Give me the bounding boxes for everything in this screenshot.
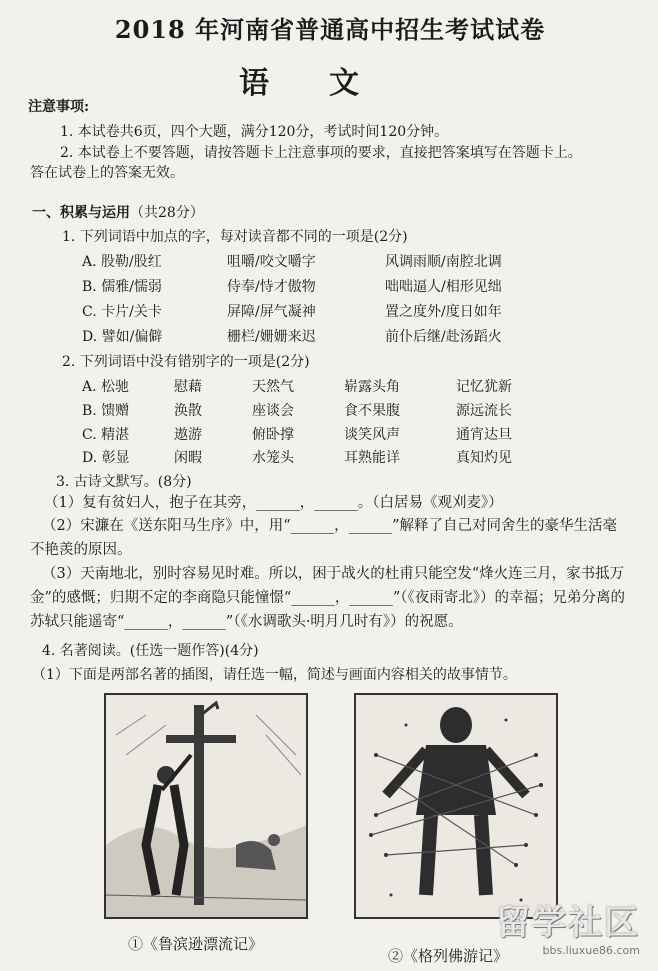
q1-a-col3: 风调雨顺/南腔北调 [385,254,502,270]
q1-b-col1: B. 儒雅/懦弱 [82,279,162,295]
q3-part-1: （1）复有贫妇人，抱子在其旁，______，______。（白居易《观刈麦》） [44,495,503,511]
q2-d-w3: 水笼头 [252,450,294,466]
q2-stem: 2. 下列词语中没有错别字的一项是(2分) [62,354,310,370]
q1-c-col2: 屏障/屏气凝神 [227,304,316,320]
q3-stem: 3. 古诗文默写。(8分) [56,474,192,490]
gulliver-drawing [356,695,556,917]
q1-d-col3: 前仆后继/赴汤蹈火 [385,329,502,345]
illustration-robinson-crusoe [104,693,308,919]
q1-b-col2: 侍奉/恃才傲物 [227,279,316,295]
notice-line-2: 2. 本试卷上不要答题，请按答题卡上注意事项的要求，直接把答案填写在答题卡上。 [60,145,582,161]
q1-option-b [82,276,622,298]
section-points: （共28分） [130,205,204,221]
q1-option-a [82,251,622,273]
section-heading [32,202,204,222]
q2-a-w3: 天然气 [252,379,294,395]
watermark-url: bbs.liuxue86.com [542,944,640,957]
q4-stem: 4. 名著阅读。(任选一题作答)(4分) [42,643,259,659]
q2-c-w5: 通宵达旦 [456,427,512,443]
q2-c-w4: 谈笑风声 [344,427,400,443]
notice-heading: 注意事项: [28,99,90,115]
q1-a-col2: 咀嚼/咬文嚼字 [227,254,316,270]
q3-part-2: （2）宋濂在《送东阳马生序》中，用“______，______”解释了自己对同舍生的豪华生活毫不艳羡的原因。 [30,518,618,558]
q1-d-col1: D. 譬如/偏僻 [82,329,163,345]
q2-d-w2: 闲暇 [174,450,202,466]
q2-d-w5: 真知灼见 [456,450,512,466]
q2-option-a [82,376,622,398]
q2-b-w4: 食不果腹 [344,403,400,419]
caption-gullivers-travels: ②《格列佛游记》 [388,947,509,965]
illustration-gullivers-travels [354,693,558,919]
q2-a-w2: 慰藉 [174,379,202,395]
exam-title: 2018 年河南省普通高中招生考试试卷 [114,15,546,44]
watermark-logo [496,895,640,957]
q2-d-w4: 耳熟能详 [344,450,400,466]
q3-part-3: （3）天南地北，别时容易见时难。所以，困于战火的杜甫只能空发“烽火连三月，家书抵万金”的感慨；归期不定的李商隐只能憧憬“______，______”（《夜雨寄北》）的幸福；兄弟分离的苏轼只能遥寄“______，______”（《水调歌头·明月几时有》）的祝愿。 [30,566,625,630]
q2-option-c [82,424,622,446]
robinson-crusoe-drawing [106,695,306,917]
notice-line-3: 答在试卷上的答案无效。 [30,165,184,181]
q1-option-d [82,326,622,348]
q2-a-w5: 记忆犹新 [456,379,512,395]
caption-robinson-crusoe: ①《鲁滨逊漂流记》 [128,935,264,953]
q2-c-w3: 俯卧撑 [252,427,294,443]
q2-b-w2: 涣散 [174,403,202,419]
q1-c-col3: 置之度外/度日如年 [385,304,502,320]
q2-c-w1: C. 精湛 [82,427,130,443]
q2-b-w1: B. 馈赠 [82,403,130,419]
q2-d-w1: D. 彰显 [82,450,130,466]
q2-b-w5: 源远流长 [456,403,512,419]
q2-option-d [82,447,622,469]
q1-stem: 1. 下列词语中加点的字，每对读音都不同的一项是(2分) [62,229,408,245]
subject-title: 语文 [239,66,419,101]
notice-line-1: 1. 本试卷共6页，四个大题，满分120分，考试时间120分钟。 [60,124,449,140]
q2-a-w4: 崭露头角 [344,379,400,395]
q1-b-col3: 咄咄逼人/相形见绌 [385,279,502,295]
q2-a-w1: A. 松驰 [82,379,130,395]
q1-c-col1: C. 卡片/关卡 [82,304,162,320]
q2-c-w2: 遨游 [174,427,202,443]
q1-a-col1: A. 股勒/股红 [82,254,162,270]
q4-sub-1: （1）下面是两部名著的插图，请任选一幅，简述与画面内容相关的故事情节。 [32,667,517,683]
watermark-text: 留学社区 [496,903,640,943]
q2-option-b [82,400,622,422]
q2-b-w3: 座谈会 [252,403,294,419]
section-title: 一、积累与运用 [32,205,130,221]
q1-d-col2: 栅栏/姗姗来迟 [227,329,316,345]
q1-option-c [82,301,622,323]
